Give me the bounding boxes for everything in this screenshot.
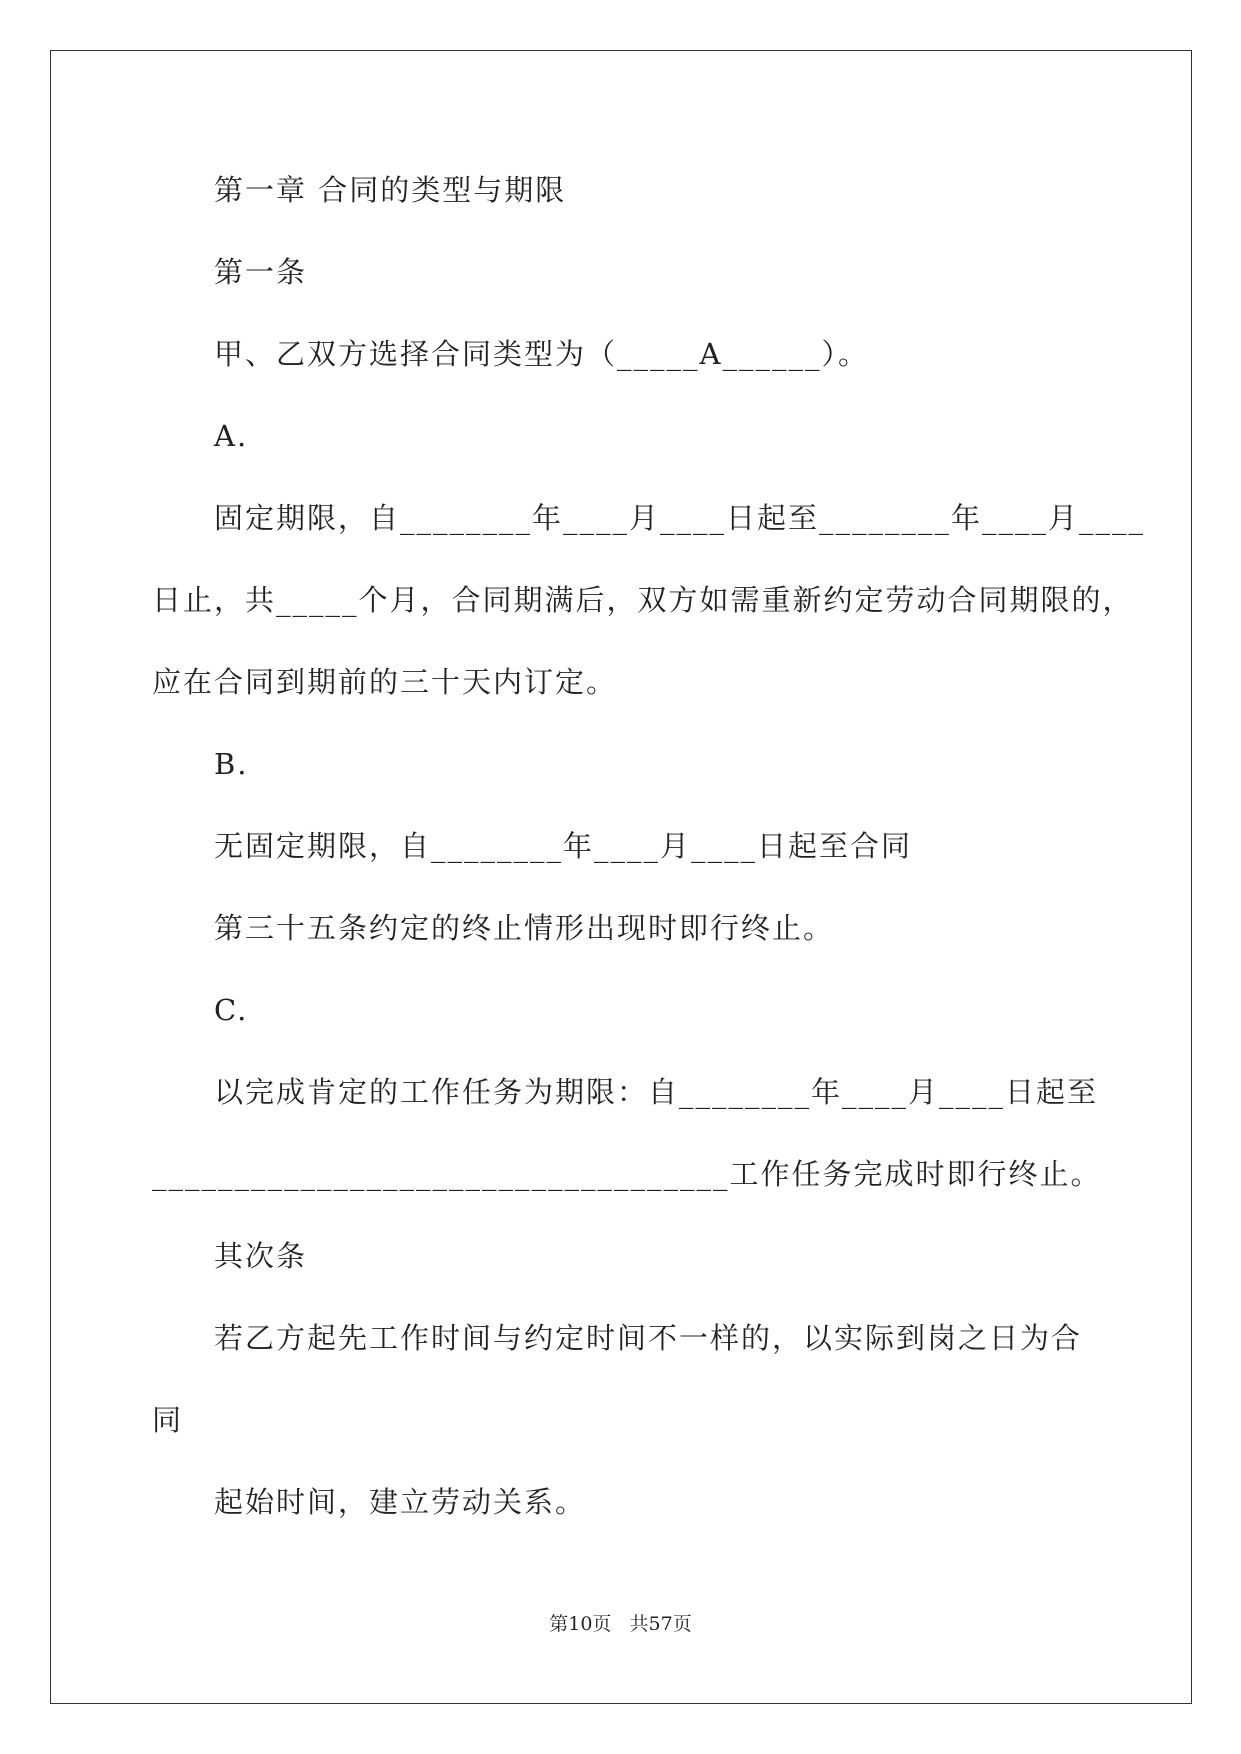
paragraph-line: 应在合同到期前的三十天内订定。 [152, 665, 618, 699]
page-border [50, 50, 1192, 1704]
option-label-a: A. [214, 419, 249, 453]
paragraph-line: 无固定期限，自________年____月____日起至合同 [214, 829, 913, 863]
page-number-footer: 第10页 共57页 [549, 1613, 692, 1635]
chapter-heading: 第一章 合同的类型与期限 [214, 173, 567, 207]
option-label-c: C. [214, 993, 249, 1027]
paragraph-line: 以完成肯定的工作任务为期限：自________年____月____日起至 [214, 1075, 1099, 1109]
paragraph-line: 起始时间，建立劳动关系。 [214, 1485, 587, 1519]
paragraph-line: ___________________________________工作任务完成时即行终止。 [152, 1157, 1102, 1191]
article-heading-1: 第一条 [214, 255, 308, 289]
paragraph-line: 第三十五条约定的终止情形出现时即行终止。 [214, 911, 835, 945]
article-heading-2: 其次条 [214, 1239, 308, 1273]
paragraph-line: 同 [152, 1403, 184, 1437]
option-label-b: B. [214, 747, 249, 781]
paragraph-line: 若乙方起先工作时间与约定时间不一样的，以实际到岗之日为合 [214, 1321, 1083, 1355]
paragraph-line: 甲、乙双方选择合同类型为（_____A______）。 [214, 337, 869, 371]
paragraph-line: 固定期限，自________年____月____日起至________年____月____ [214, 501, 1146, 535]
paragraph-line: 日止，共_____个月，合同期满后，双方如需重新约定劳动合同期限的， [152, 583, 1134, 617]
